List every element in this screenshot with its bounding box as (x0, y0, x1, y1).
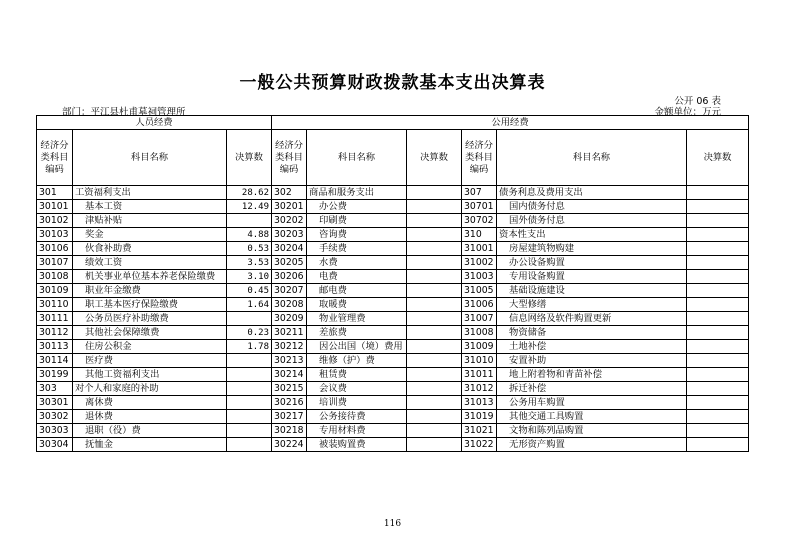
name-cell: 公务用车购置 (497, 396, 687, 410)
amount-cell (407, 298, 462, 312)
page-title: 一般公共预算财政拨款基本支出决算表 (239, 73, 546, 93)
amount-cell: 4.88 (227, 228, 272, 242)
table-row (37, 242, 749, 256)
col-amount-header: 决算数 (687, 130, 749, 186)
code-cell: 30199 (37, 368, 73, 382)
code-cell: 30224 (272, 438, 307, 452)
code-cell: 30201 (272, 200, 307, 214)
name-cell: 物业管理费 (307, 312, 407, 326)
name-cell: 水费 (307, 256, 407, 270)
name-cell: 租赁费 (307, 368, 407, 382)
amount-cell (407, 200, 462, 214)
name-cell: 奖金 (73, 228, 227, 242)
table-row (37, 382, 749, 396)
code-cell: 31010 (462, 354, 497, 368)
amount-cell (407, 284, 462, 298)
code-cell: 31003 (462, 270, 497, 284)
amount-cell (227, 382, 272, 396)
name-cell: 取暖费 (307, 298, 407, 312)
code-cell: 30204 (272, 242, 307, 256)
col-amount-header: 决算数 (227, 130, 272, 186)
name-cell: 国外债务付息 (497, 214, 687, 228)
table-row (37, 340, 749, 354)
amount-cell (687, 438, 749, 452)
amount-cell (227, 424, 272, 438)
code-cell: 31007 (462, 312, 497, 326)
name-cell: 土地补偿 (497, 340, 687, 354)
name-cell: 因公出国（境）费用 (307, 340, 407, 354)
code-cell: 31012 (462, 382, 497, 396)
name-cell: 会议费 (307, 382, 407, 396)
code-cell: 30103 (37, 228, 73, 242)
name-cell: 对个人和家庭的补助 (73, 382, 227, 396)
code-cell: 30108 (37, 270, 73, 284)
group-public-header: 公用经费 (272, 116, 749, 130)
name-cell: 差旅费 (307, 326, 407, 340)
table-row (37, 228, 749, 242)
amount-cell: 0.45 (227, 284, 272, 298)
code-cell: 30107 (37, 256, 73, 270)
name-cell: 绩效工资 (73, 256, 227, 270)
code-cell: 30112 (37, 326, 73, 340)
code-cell: 30106 (37, 242, 73, 256)
amount-cell (407, 186, 462, 200)
name-cell: 债务利息及费用支出 (497, 186, 687, 200)
code-cell: 30213 (272, 354, 307, 368)
amount-cell (687, 242, 749, 256)
amount-cell (407, 340, 462, 354)
code-cell: 31013 (462, 396, 497, 410)
name-cell: 咨询费 (307, 228, 407, 242)
unit-label: 金额单位：万元 (654, 107, 721, 118)
amount-cell: 3.10 (227, 270, 272, 284)
name-cell: 资本性支出 (497, 228, 687, 242)
code-cell: 30110 (37, 298, 73, 312)
name-cell: 医疗费 (73, 354, 227, 368)
code-cell: 30301 (37, 396, 73, 410)
amount-cell (227, 368, 272, 382)
table-row (37, 214, 749, 228)
code-cell: 310 (462, 228, 497, 242)
col-code-header: 经济分类科目编码 (272, 130, 307, 186)
code-cell: 301 (37, 186, 73, 200)
name-cell: 专用材料费 (307, 424, 407, 438)
col-code-header: 经济分类科目编码 (37, 130, 73, 186)
amount-cell (687, 200, 749, 214)
name-cell: 公务接待费 (307, 410, 407, 424)
name-cell: 拆迁补偿 (497, 382, 687, 396)
table-row (37, 284, 749, 298)
table-row (37, 424, 749, 438)
code-cell: 30304 (37, 438, 73, 452)
amount-cell (687, 326, 749, 340)
code-cell: 30212 (272, 340, 307, 354)
code-cell: 30701 (462, 200, 497, 214)
name-cell: 基本工资 (73, 200, 227, 214)
amount-cell: 3.53 (227, 256, 272, 270)
amount-cell (227, 312, 272, 326)
table-row (37, 438, 749, 452)
code-cell: 303 (37, 382, 73, 396)
amount-cell (407, 228, 462, 242)
col-name-header: 科目名称 (307, 130, 407, 186)
name-cell: 其他社会保障缴费 (73, 326, 227, 340)
name-cell: 地上附着物和青苗补偿 (497, 368, 687, 382)
code-cell: 30111 (37, 312, 73, 326)
code-cell: 30208 (272, 298, 307, 312)
name-cell: 退职（役）费 (73, 424, 227, 438)
code-cell: 31008 (462, 326, 497, 340)
name-cell: 伙食补助费 (73, 242, 227, 256)
name-cell: 手续费 (307, 242, 407, 256)
name-cell: 邮电费 (307, 284, 407, 298)
table-row (37, 312, 749, 326)
department-label: 部门：平江县杜甫墓祠管理所 (62, 107, 186, 118)
amount-cell: 12.49 (227, 200, 272, 214)
name-cell: 其他交通工具购置 (497, 410, 687, 424)
group-header-row (37, 116, 749, 130)
amount-cell (407, 326, 462, 340)
table-row (37, 256, 749, 270)
name-cell: 机关事业单位基本养老保险缴费 (73, 270, 227, 284)
code-cell: 30216 (272, 396, 307, 410)
amount-cell (687, 228, 749, 242)
code-cell: 31009 (462, 340, 497, 354)
name-cell: 国内债务付息 (497, 200, 687, 214)
code-cell: 30302 (37, 410, 73, 424)
amount-cell: 0.23 (227, 326, 272, 340)
code-cell: 31022 (462, 438, 497, 452)
code-cell: 31005 (462, 284, 497, 298)
code-cell: 30114 (37, 354, 73, 368)
code-cell: 307 (462, 186, 497, 200)
table-row (37, 200, 749, 214)
code-cell: 30206 (272, 270, 307, 284)
code-cell: 30205 (272, 256, 307, 270)
amount-cell: 1.78 (227, 340, 272, 354)
code-cell: 30702 (462, 214, 497, 228)
code-cell: 31019 (462, 410, 497, 424)
code-cell: 30102 (37, 214, 73, 228)
amount-cell (687, 424, 749, 438)
table-row (37, 186, 749, 200)
amount-cell: 0.53 (227, 242, 272, 256)
amount-cell (407, 382, 462, 396)
code-cell: 31006 (462, 298, 497, 312)
code-cell: 30215 (272, 382, 307, 396)
name-cell: 职工基本医疗保险缴费 (73, 298, 227, 312)
name-cell: 房屋建筑物购建 (497, 242, 687, 256)
name-cell: 离休费 (73, 396, 227, 410)
code-cell: 30211 (272, 326, 307, 340)
expenditure-table (36, 115, 749, 452)
table-row (37, 410, 749, 424)
code-cell: 30207 (272, 284, 307, 298)
amount-cell (687, 410, 749, 424)
name-cell: 安置补助 (497, 354, 687, 368)
amount-cell (227, 214, 272, 228)
amount-cell (407, 214, 462, 228)
amount-cell (687, 354, 749, 368)
name-cell: 工资福利支出 (73, 186, 227, 200)
table-number: 公开 06 表 (674, 96, 721, 107)
table-row (37, 326, 749, 340)
code-cell: 30214 (272, 368, 307, 382)
name-cell: 基础设施建设 (497, 284, 687, 298)
code-cell: 30202 (272, 214, 307, 228)
code-cell: 31002 (462, 256, 497, 270)
code-cell: 31011 (462, 368, 497, 382)
amount-cell (687, 368, 749, 382)
amount-cell (407, 354, 462, 368)
amount-cell (687, 284, 749, 298)
name-cell: 津贴补贴 (73, 214, 227, 228)
amount-cell (687, 312, 749, 326)
page-number: 116 (383, 519, 402, 529)
amount-cell (407, 424, 462, 438)
table-row (37, 396, 749, 410)
code-cell: 30109 (37, 284, 73, 298)
name-cell: 信息网络及软件购置更新 (497, 312, 687, 326)
name-cell: 电费 (307, 270, 407, 284)
amount-cell: 28.62 (227, 186, 272, 200)
amount-cell (407, 368, 462, 382)
code-cell: 30217 (272, 410, 307, 424)
amount-cell (407, 242, 462, 256)
table-row (37, 298, 749, 312)
name-cell: 职业年金缴费 (73, 284, 227, 298)
table-row (37, 354, 749, 368)
group-personnel-header: 人员经费 (37, 116, 272, 130)
name-cell: 专用设备购置 (497, 270, 687, 284)
amount-cell (687, 214, 749, 228)
name-cell: 印刷费 (307, 214, 407, 228)
name-cell: 物资储备 (497, 326, 687, 340)
name-cell: 办公设备购置 (497, 256, 687, 270)
name-cell: 商品和服务支出 (307, 186, 407, 200)
col-amount-header: 决算数 (407, 130, 462, 186)
name-cell: 住房公积金 (73, 340, 227, 354)
name-cell: 培训费 (307, 396, 407, 410)
amount-cell (687, 270, 749, 284)
amount-cell (687, 396, 749, 410)
code-cell: 30113 (37, 340, 73, 354)
col-code-header: 经济分类科目编码 (462, 130, 497, 186)
name-cell: 维修（护）费 (307, 354, 407, 368)
amount-cell (407, 270, 462, 284)
code-cell: 31021 (462, 424, 497, 438)
code-cell: 30101 (37, 200, 73, 214)
name-cell: 文物和陈列品购置 (497, 424, 687, 438)
table-row (37, 270, 749, 284)
col-name-header: 科目名称 (73, 130, 227, 186)
name-cell: 无形资产购置 (497, 438, 687, 452)
amount-cell (407, 438, 462, 452)
amount-cell (687, 256, 749, 270)
code-cell: 30218 (272, 424, 307, 438)
code-cell: 30203 (272, 228, 307, 242)
name-cell: 办公费 (307, 200, 407, 214)
name-cell: 抚恤金 (73, 438, 227, 452)
table-row (37, 368, 749, 382)
amount-cell: 1.64 (227, 298, 272, 312)
amount-cell (687, 382, 749, 396)
amount-cell (687, 186, 749, 200)
amount-cell (407, 396, 462, 410)
amount-cell (687, 298, 749, 312)
amount-cell (407, 312, 462, 326)
code-cell: 30303 (37, 424, 73, 438)
column-header-row (37, 130, 749, 186)
name-cell: 其他工资福利支出 (73, 368, 227, 382)
name-cell: 公务员医疗补助缴费 (73, 312, 227, 326)
amount-cell (227, 438, 272, 452)
name-cell: 大型修缮 (497, 298, 687, 312)
code-cell: 302 (272, 186, 307, 200)
amount-cell (407, 410, 462, 424)
code-cell: 31001 (462, 242, 497, 256)
amount-cell (407, 256, 462, 270)
name-cell: 退休费 (73, 410, 227, 424)
col-name-header: 科目名称 (497, 130, 687, 186)
amount-cell (227, 396, 272, 410)
amount-cell (687, 340, 749, 354)
code-cell: 30209 (272, 312, 307, 326)
amount-cell (227, 410, 272, 424)
name-cell: 被装购置费 (307, 438, 407, 452)
amount-cell (227, 354, 272, 368)
